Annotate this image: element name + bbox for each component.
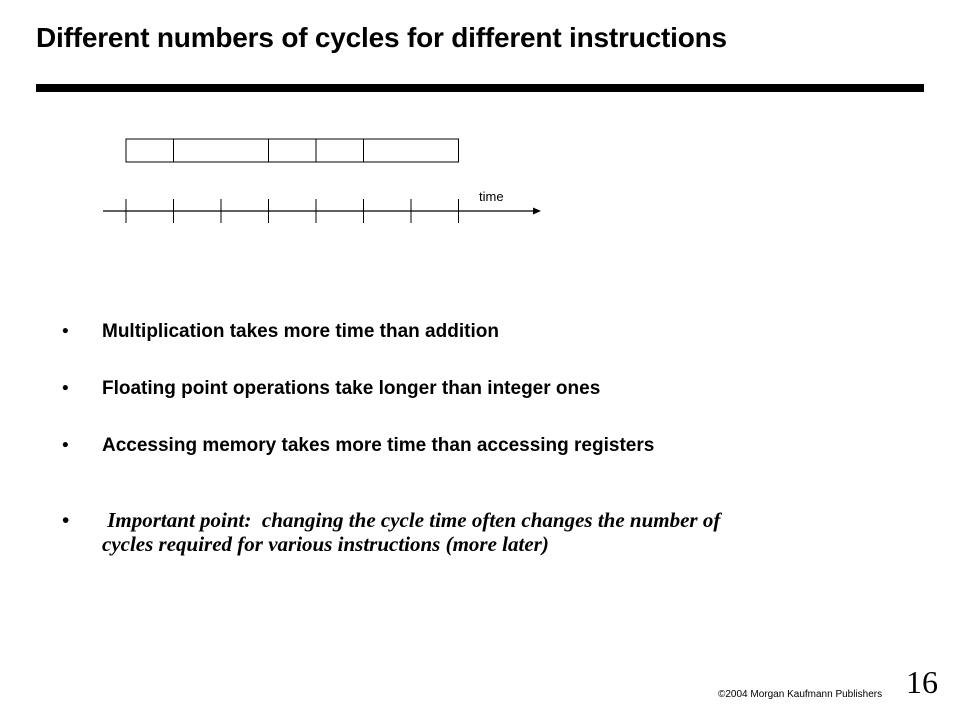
instruction-box-4 [316, 139, 364, 162]
instruction-box-2 [174, 139, 269, 162]
bullet-memory [62, 434, 922, 458]
important-line-2: cycles required for various instructions (more later) [102, 532, 549, 556]
bullet-marker: • [62, 508, 70, 532]
time-axis-arrowhead [533, 208, 541, 215]
bullet-multiplication [62, 320, 922, 344]
instruction-box-5 [364, 139, 459, 162]
important-line-1: Important point: changing the cycle time often changes the number of [102, 508, 721, 532]
page-number: 16 [906, 664, 938, 700]
bullet-floating-point [62, 377, 922, 401]
bullet-text: Multiplication takes more time than addition [102, 321, 499, 342]
bullet-important-point [62, 508, 922, 556]
time-axis-label: time [479, 189, 504, 204]
bullet-list [62, 320, 922, 589]
bullet-text: Floating point operations take longer than integer ones [102, 378, 601, 399]
instruction-box-3 [269, 139, 317, 162]
instruction-boxes [126, 139, 459, 162]
bullet-marker: • [62, 435, 69, 456]
bullet-marker: • [62, 321, 69, 342]
bullet-text: Accessing memory takes more time than accessing registers [102, 435, 655, 456]
bullet-marker: • [62, 378, 69, 399]
copyright-icon: © [718, 689, 726, 700]
slide-title: Different numbers of cycles for different instructions [36, 22, 727, 53]
instruction-box-1 [126, 139, 174, 162]
copyright-notice: ©2004 Morgan Kaufmann Publishers [718, 689, 883, 700]
